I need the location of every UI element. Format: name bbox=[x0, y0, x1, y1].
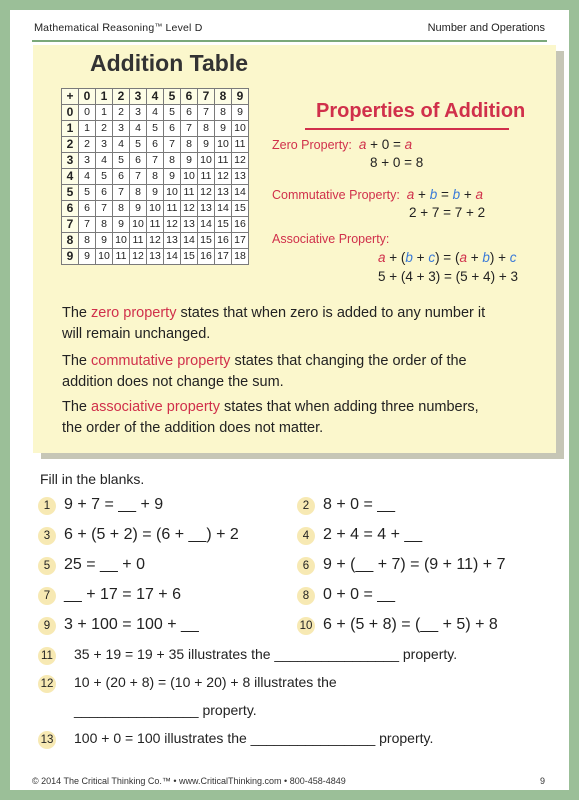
table-column-header: 0 bbox=[79, 89, 96, 105]
table-column-header: 8 bbox=[215, 89, 232, 105]
table-cell: 6 bbox=[147, 137, 164, 153]
table-cell: 11 bbox=[181, 185, 198, 201]
table-row-header: 0 bbox=[62, 105, 79, 121]
table-cell: 16 bbox=[215, 233, 232, 249]
table-row-header: 8 bbox=[62, 233, 79, 249]
table-cell: 7 bbox=[147, 153, 164, 169]
table-cell: 16 bbox=[232, 217, 249, 233]
table-row bbox=[62, 105, 249, 121]
table-cell: 15 bbox=[198, 233, 215, 249]
table-cell: 9 bbox=[130, 201, 147, 217]
section-title: Number and Operations bbox=[427, 22, 545, 34]
associative-property-example: 5 + (4 + 3) = (5 + 4) + 3 bbox=[378, 269, 518, 284]
table-cell: 17 bbox=[215, 249, 232, 265]
table-cell: 14 bbox=[198, 217, 215, 233]
table-cell: 7 bbox=[198, 105, 215, 121]
table-cell: 15 bbox=[232, 201, 249, 217]
instructions: Fill in the blanks. bbox=[40, 471, 145, 487]
table-cell: 12 bbox=[198, 185, 215, 201]
table-column-header: 9 bbox=[232, 89, 249, 105]
table-cell: 10 bbox=[198, 153, 215, 169]
table-cell: 13 bbox=[215, 185, 232, 201]
worksheet-page bbox=[10, 10, 569, 790]
table-column-header: 3 bbox=[130, 89, 147, 105]
table-cell: 10 bbox=[181, 169, 198, 185]
question-text: 25 = __ + 0 bbox=[64, 556, 145, 573]
page-number: 9 bbox=[539, 776, 545, 786]
question-text: 100 + 0 = 100 illustrates the ________________ property. bbox=[74, 730, 434, 746]
question-text: 9 + (__ + 7) = (9 + 11) + 7 bbox=[323, 556, 506, 573]
table-cell: 8 bbox=[198, 121, 215, 137]
question-text: __ + 17 = 17 + 6 bbox=[64, 586, 181, 603]
table-cell: 9 bbox=[113, 217, 130, 233]
table-row-header: 4 bbox=[62, 169, 79, 185]
table-cell: 10 bbox=[147, 201, 164, 217]
table-cell: 8 bbox=[79, 233, 96, 249]
question-number: 7 bbox=[38, 587, 56, 605]
table-cell: 8 bbox=[130, 185, 147, 201]
table-row-header: 9 bbox=[62, 249, 79, 265]
table-cell: 7 bbox=[113, 185, 130, 201]
zero-property-paragraph: The zero property states that when zero is added to any number it will remain unchanged. bbox=[62, 305, 486, 342]
table-cell: 7 bbox=[181, 121, 198, 137]
table-cell: 4 bbox=[147, 105, 164, 121]
table-cell: 9 bbox=[147, 185, 164, 201]
table-cell: 10 bbox=[215, 137, 232, 153]
table-cell: 10 bbox=[96, 249, 113, 265]
table-row bbox=[62, 249, 249, 265]
table-column-header: 4 bbox=[147, 89, 164, 105]
question-text: 35 + 19 = 19 + 35 illustrates the ________________ property. bbox=[74, 646, 458, 662]
table-cell: 16 bbox=[198, 249, 215, 265]
question-text: 6 + (5 + 2) = (6 + __) + 2 bbox=[64, 526, 239, 543]
header-rule bbox=[32, 40, 547, 42]
properties-title: Properties of Addition bbox=[316, 100, 526, 122]
table-cell: 5 bbox=[164, 105, 181, 121]
question-number: 3 bbox=[38, 527, 56, 545]
table-cell: 3 bbox=[96, 137, 113, 153]
table-cell: 9 bbox=[79, 249, 96, 265]
table-cell: 5 bbox=[147, 121, 164, 137]
table-cell: 9 bbox=[164, 169, 181, 185]
table-cell: 14 bbox=[232, 185, 249, 201]
table-cell: 7 bbox=[130, 169, 147, 185]
table-column-header: 2 bbox=[113, 89, 130, 105]
table-cell: 1 bbox=[79, 121, 96, 137]
footer-copyright: © 2014 The Critical Thinking Co.™ • www.CriticalThinking.com • 800-458-4849 bbox=[32, 776, 346, 786]
table-cell: 12 bbox=[181, 201, 198, 217]
table-row-header: 7 bbox=[62, 217, 79, 233]
table-column-header: 6 bbox=[181, 89, 198, 105]
table-cell: 5 bbox=[130, 137, 147, 153]
table-cell: 11 bbox=[215, 153, 232, 169]
table-cell: 10 bbox=[113, 233, 130, 249]
table-cell: 8 bbox=[164, 153, 181, 169]
table-column-header: 5 bbox=[164, 89, 181, 105]
table-cell: 14 bbox=[164, 249, 181, 265]
table-cell: 2 bbox=[79, 137, 96, 153]
table-row bbox=[62, 217, 249, 233]
table-cell: 12 bbox=[164, 217, 181, 233]
table-row-header: 2 bbox=[62, 137, 79, 153]
table-cell: 8 bbox=[96, 217, 113, 233]
table-row bbox=[62, 169, 249, 185]
table-cell: 12 bbox=[147, 233, 164, 249]
table-cell: 13 bbox=[232, 169, 249, 185]
table-cell: 12 bbox=[215, 169, 232, 185]
table-row-header: 6 bbox=[62, 201, 79, 217]
associative-property-formula: a + (b + c) = (a + b) + c bbox=[378, 250, 517, 265]
table-cell: 9 bbox=[181, 153, 198, 169]
table-row bbox=[62, 201, 249, 217]
table-cell: 9 bbox=[96, 233, 113, 249]
associative-property-label: Associative Property: bbox=[272, 232, 390, 246]
table-cell: 11 bbox=[198, 169, 215, 185]
table-cell: 9 bbox=[198, 137, 215, 153]
question-number: 6 bbox=[297, 557, 315, 575]
table-cell: 1 bbox=[96, 105, 113, 121]
question-number: 13 bbox=[38, 731, 56, 749]
table-row bbox=[62, 185, 249, 201]
table-cell: 4 bbox=[130, 121, 147, 137]
addition-table-title: Addition Table bbox=[90, 50, 249, 76]
table-cell: 18 bbox=[232, 249, 249, 265]
table-cell: 5 bbox=[96, 169, 113, 185]
table-cell: 14 bbox=[181, 233, 198, 249]
table-cell: 7 bbox=[96, 201, 113, 217]
table-cell: 12 bbox=[130, 249, 147, 265]
table-cell: 8 bbox=[147, 169, 164, 185]
table-cell: 15 bbox=[215, 217, 232, 233]
table-cell: 13 bbox=[198, 201, 215, 217]
table-cell: 4 bbox=[113, 137, 130, 153]
table-cell: 12 bbox=[232, 153, 249, 169]
question-number: 9 bbox=[38, 617, 56, 635]
table-cell: 7 bbox=[79, 217, 96, 233]
table-cell: 13 bbox=[164, 233, 181, 249]
table-cell: 17 bbox=[232, 233, 249, 249]
table-cell: 2 bbox=[113, 105, 130, 121]
table-cell: 10 bbox=[164, 185, 181, 201]
table-cell: 6 bbox=[164, 121, 181, 137]
table-row bbox=[62, 137, 249, 153]
commutative-property-paragraph: The commutative property states that changing the order of the addition does not change the sum. bbox=[62, 353, 467, 390]
table-cell: 2 bbox=[96, 121, 113, 137]
question-text: ________________ property. bbox=[74, 702, 257, 718]
table-row-header: 5 bbox=[62, 185, 79, 201]
question-number: 4 bbox=[297, 527, 315, 545]
table-cell: 11 bbox=[232, 137, 249, 153]
question-number: 1 bbox=[38, 497, 56, 515]
question-number: 11 bbox=[38, 647, 56, 665]
table-cell: 8 bbox=[181, 137, 198, 153]
table-cell: 11 bbox=[130, 233, 147, 249]
question-text: 3 + 100 = 100 + __ bbox=[64, 616, 199, 633]
table-cell: 6 bbox=[96, 185, 113, 201]
table-cell: 10 bbox=[130, 217, 147, 233]
table-cell: 4 bbox=[79, 169, 96, 185]
question-text: 8 + 0 = __ bbox=[323, 496, 396, 513]
question-number: 12 bbox=[38, 675, 56, 693]
zero-property-row: Zero Property: a + 0 = a bbox=[272, 137, 413, 152]
series-title: Mathematical Reasoning™ Level D bbox=[34, 22, 203, 34]
table-cell: 11 bbox=[164, 201, 181, 217]
table-cell: 0 bbox=[79, 105, 96, 121]
question-number: 10 bbox=[297, 617, 315, 635]
zero-property-example: 8 + 0 = 8 bbox=[370, 155, 424, 170]
question-number: 8 bbox=[297, 587, 315, 605]
table-cell: 3 bbox=[113, 121, 130, 137]
table-cell: 11 bbox=[113, 249, 130, 265]
table-row bbox=[62, 121, 249, 137]
table-corner: + bbox=[62, 89, 79, 105]
table-cell: 4 bbox=[96, 153, 113, 169]
table-cell: 3 bbox=[79, 153, 96, 169]
table-cell: 11 bbox=[147, 217, 164, 233]
addition-table bbox=[61, 88, 249, 265]
question-text: 0 + 0 = __ bbox=[323, 586, 396, 603]
table-cell: 15 bbox=[181, 249, 198, 265]
question-number: 5 bbox=[38, 557, 56, 575]
table-cell: 6 bbox=[79, 201, 96, 217]
table-cell: 5 bbox=[113, 153, 130, 169]
question-number: 2 bbox=[297, 497, 315, 515]
table-cell: 13 bbox=[147, 249, 164, 265]
associative-property-paragraph: The associative property states that when adding three numbers, the order of the addition does not matter. bbox=[62, 399, 479, 436]
table-cell: 6 bbox=[181, 105, 198, 121]
table-cell: 7 bbox=[164, 137, 181, 153]
table-row-header: 1 bbox=[62, 121, 79, 137]
table-cell: 14 bbox=[215, 201, 232, 217]
table-cell: 5 bbox=[79, 185, 96, 201]
table-cell: 9 bbox=[232, 105, 249, 121]
table-cell: 8 bbox=[215, 105, 232, 121]
commutative-property-example: 2 + 7 = 7 + 2 bbox=[409, 205, 486, 220]
question-text: 9 + 7 = __ + 9 bbox=[64, 496, 164, 513]
table-column-header: 1 bbox=[96, 89, 113, 105]
table-cell: 6 bbox=[130, 153, 147, 169]
table-cell: 3 bbox=[130, 105, 147, 121]
question-text: 10 + (20 + 8) = (10 + 20) + 8 illustrates the bbox=[74, 674, 337, 690]
table-row bbox=[62, 153, 249, 169]
table-cell: 9 bbox=[215, 121, 232, 137]
table-cell: 8 bbox=[113, 201, 130, 217]
table-cell: 6 bbox=[113, 169, 130, 185]
question-text: 6 + (5 + 8) = (__ + 5) + 8 bbox=[323, 616, 498, 633]
table-row bbox=[62, 233, 249, 249]
commutative-property-row: Commutative Property: a + b = b + a bbox=[272, 187, 484, 202]
table-cell: 13 bbox=[181, 217, 198, 233]
question-text: 2 + 4 = 4 + __ bbox=[323, 526, 423, 543]
table-row-header: 3 bbox=[62, 153, 79, 169]
properties-underline bbox=[305, 128, 509, 130]
table-column-header: 7 bbox=[198, 89, 215, 105]
table-cell: 10 bbox=[232, 121, 249, 137]
addition-table-header-row bbox=[62, 89, 249, 105]
